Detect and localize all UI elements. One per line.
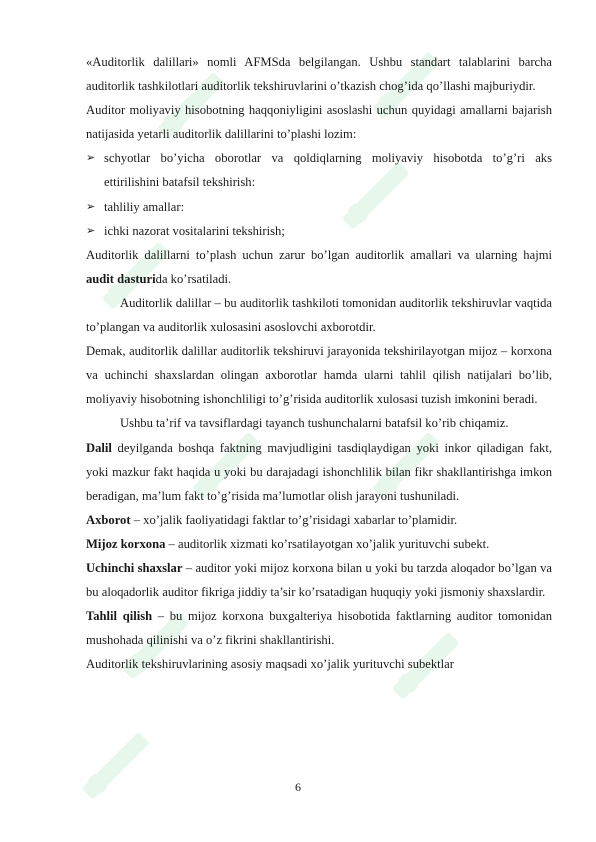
bold-term: audit dasturi (86, 271, 156, 286)
text-run: Demak, auditorlik dalillar auditorlik tekshiruvi jarayonida tekshirilayotgan mijoz – korxona va uchinchi shaxslardan olingan axborotlar hamda ularni tahlil qilish natijalari bo’lib, moliyaviy hisobotning ishonchliligi to’g’risida auditorlik xulosasi tuzish imkonini beradi. (86, 344, 552, 407)
page-number: 6 (295, 780, 301, 794)
text-run: – xo’jalik faoliyatidagi faktlar to’g’risidagi xabarlar to’plamidir. (130, 512, 458, 527)
bold-term: Axborot (86, 512, 131, 527)
bold-term: Mijoz korxona (86, 536, 166, 551)
bullet-arrow-icon: ➢ (86, 151, 96, 165)
paragraph (86, 604, 552, 652)
bullet-arrow-icon: ➢ (86, 223, 96, 237)
text-run: Ushbu ta’rif va tavsiflardagi tayanch tushunchalarni batafsil ko’rib chiqamiz. (120, 416, 509, 431)
text-run: tahliliy amallar: (104, 199, 185, 214)
bullet-text (104, 146, 552, 194)
paragraph (86, 50, 552, 98)
bullet-item (86, 219, 552, 243)
text-run: da ko’rsatiladi. (155, 271, 232, 286)
paragraph (86, 652, 552, 676)
text-run: – auditorlik xizmati ko’rsatilayotgan xo’jalik yurituvchi subekt. (165, 536, 490, 551)
text-run: – bu mijoz korxona buxgalteriya hisobotida faktlarning auditor tomonidan mushohada qilinishi va o’z fikrini shakllantirishi. (86, 609, 552, 648)
bold-term: Tahlil qilish (86, 609, 153, 624)
text-run: «Auditorlik dalillari» nomli AFMSda belgilangan. Ushbu standart talablarini barcha auditorlik tashkilotlari auditorlik tekshiruvlarini o’tkazish chog’ida qo’llashi majburiydir. (86, 55, 552, 94)
paragraph (86, 436, 552, 508)
text-run: Auditorlik dalillarni to’plash uchun zarur bo’lgan auditorlik amallari va ularning hajmi (86, 247, 552, 262)
bullet-text (104, 195, 552, 219)
paragraph (86, 532, 552, 556)
document-body (86, 50, 552, 676)
paragraph (86, 291, 552, 339)
bullet-item (86, 195, 552, 219)
bold-term: Uchinchi shaxslar (86, 560, 183, 575)
bullet-text (104, 219, 552, 243)
text-run: Auditorlik tekshiruvlarining asosiy maqsadi xo’jalik yurituvchi subektlar (86, 657, 454, 672)
bullet-arrow-icon: ➢ (86, 199, 96, 213)
paragraph (86, 411, 552, 435)
paragraph (86, 98, 552, 146)
text-run: Auditor moliyaviy hisobotning haqqoniyligini asoslashi uchun quyidagi amallarni bajarish natijasida yetarli auditorlik dalillarini to’plashi lozim: (86, 103, 552, 142)
watermark-logo (70, 720, 160, 810)
text-run: schyotlar bo’yicha oborotlar va qoldiqlarning moliyaviy hisobotda to’g’ri aks ettirilishini batafsil tekshirish: (104, 151, 552, 190)
text-run: deyilganda boshqa faktning mavjudligini tasdiqlaydigan yoki inkor qiladigan fakt, yoki mazkur fakt haqida u yoki bu darajadagi ishonchlilik bilan fikr shakllantirishga imkon beradigan, ma’lum fakt to’g’risida ma’lumotlar olish jarayoni tushuniladi. (86, 440, 552, 503)
bold-term: Dalil (86, 440, 112, 455)
bullet-item (86, 146, 552, 194)
text-run: Auditorlik dalillar – bu auditorlik tashkiloti tomonidan auditorlik tekshiruvlar vaqtida to’plangan va auditorlik xulosasini asoslovchi axborotdir. (86, 295, 552, 335)
paragraph (86, 556, 552, 604)
paragraph (86, 339, 552, 411)
paragraph (86, 243, 552, 291)
text-run: – auditor yoki mijoz korxona bilan u yoki bu tarzda aloqador bo’lgan va bu aloqadorlik auditor fikriga jiddiy ta’sir ko’rsatadigan huquqiy yoki jismoniy shaxslardir. (86, 560, 553, 600)
text-run: ichki nazorat vositalarini tekshirish; (104, 223, 285, 238)
paragraph (86, 508, 552, 532)
